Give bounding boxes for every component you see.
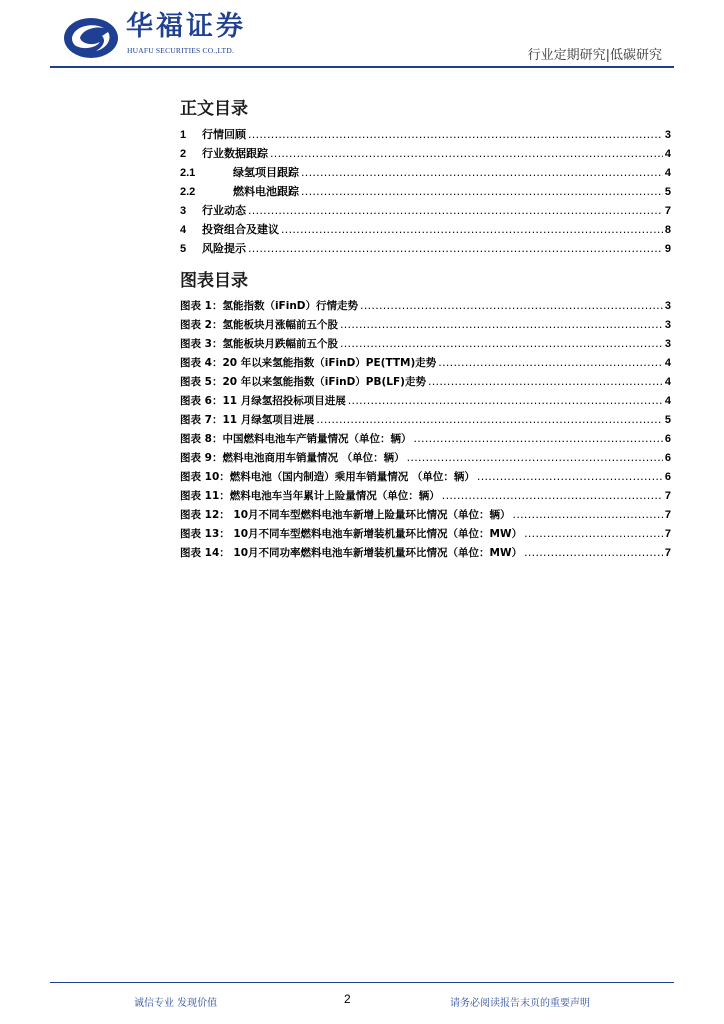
figure-item-page: 6 xyxy=(664,433,671,445)
figure-item-title: 图表 2：氢能板块月涨幅前五个股 xyxy=(180,319,338,331)
figure-item-page: 4 xyxy=(664,395,671,407)
figure-item[interactable] xyxy=(180,372,671,391)
toc-item[interactable] xyxy=(180,220,671,239)
figure-item-title: 图表 5：20 年以来氢能指数（iFinD）PB(LF)走势 xyxy=(180,376,426,388)
figure-item-title: 图表 1：氢能指数（iFinD）行情走势 xyxy=(180,300,359,312)
toc-item-page: 3 xyxy=(664,129,671,141)
toc-item-title: 燃料电池跟踪 xyxy=(233,185,299,198)
huafu-logo-icon xyxy=(62,16,120,60)
dot-leader xyxy=(407,448,663,467)
dot-leader xyxy=(248,239,663,258)
figure-item-page: 7 xyxy=(664,528,671,540)
figure-item[interactable] xyxy=(180,505,671,524)
toc-item-page: 9 xyxy=(664,243,671,255)
figure-item-title: 图表 6：11 月绿氢招投标项目进展 xyxy=(180,395,346,407)
figure-item-title: 图表 13： 10月不同车型燃料电池车新增装机量环比情况（单位：MW） xyxy=(180,528,523,540)
figure-item-page: 7 xyxy=(664,509,671,521)
toc-item-title: 绿氢项目跟踪 xyxy=(233,166,299,179)
company-name-cn: 华福证券 xyxy=(126,11,246,42)
dot-leader xyxy=(513,505,663,524)
figure-item-page: 6 xyxy=(664,452,671,464)
figure-item-title: 图表 11：燃料电池车当年累计上险量情况（单位：辆） xyxy=(180,490,440,502)
dot-leader xyxy=(413,429,662,448)
figure-item-title: 图表 14： 10月不同功率燃料电池车新增装机量环比情况（单位：MW） xyxy=(180,547,523,559)
figure-item-page: 6 xyxy=(664,471,671,483)
toc-item-title: 行业动态 xyxy=(202,204,246,217)
toc-item-number: 2 xyxy=(180,148,187,160)
figure-item-page: 4 xyxy=(664,357,671,369)
figure-item[interactable] xyxy=(180,410,671,429)
footer-divider xyxy=(50,982,674,983)
dot-leader xyxy=(438,353,663,372)
dot-leader xyxy=(270,144,663,163)
figure-item-title: 图表 4：20 年以来氢能指数（iFinD）PE(TTM)走势 xyxy=(180,357,437,369)
footer-disclaimer: 请务必阅读报告末页的重要声明 xyxy=(450,998,590,1009)
dot-leader xyxy=(248,125,663,144)
toc-item[interactable] xyxy=(180,163,671,182)
figure-item-page: 3 xyxy=(664,338,671,350)
figure-item[interactable] xyxy=(180,448,671,467)
toc-item-page: 4 xyxy=(664,167,671,179)
toc-item-number: 2.1 xyxy=(180,167,196,179)
figure-item-page: 3 xyxy=(664,300,671,312)
dot-leader xyxy=(248,201,663,220)
figure-item-page: 7 xyxy=(664,547,671,559)
dot-leader xyxy=(348,391,663,410)
figure-item[interactable] xyxy=(180,486,671,505)
toc-item-number: 1 xyxy=(180,129,187,141)
footer-slogan: 诚信专业 发现价值 xyxy=(134,998,218,1009)
figure-item-page: 7 xyxy=(664,490,671,502)
toc-heading: 正文目录 xyxy=(180,99,248,119)
figure-item[interactable] xyxy=(180,524,671,543)
toc-item[interactable] xyxy=(180,125,671,144)
figure-item[interactable] xyxy=(180,315,671,334)
dot-leader xyxy=(340,315,663,334)
toc-item[interactable] xyxy=(180,144,671,163)
figure-item[interactable] xyxy=(180,543,671,562)
toc-item-number: 3 xyxy=(180,205,187,217)
figure-item[interactable] xyxy=(180,467,671,486)
figure-item[interactable] xyxy=(180,391,671,410)
toc-item[interactable] xyxy=(180,239,671,258)
toc-item[interactable] xyxy=(180,182,671,201)
dot-leader xyxy=(477,467,663,486)
toc-item-number: 4 xyxy=(180,224,187,236)
figure-item-title: 图表 8：中国燃料电池车产销量情况（单位：辆） xyxy=(180,433,412,445)
figure-item[interactable] xyxy=(180,296,671,315)
figure-item[interactable] xyxy=(180,429,671,448)
toc-item-title: 风险提示 xyxy=(202,242,246,255)
toc-item-title: 投资组合及建议 xyxy=(202,223,279,236)
dot-leader xyxy=(316,410,663,429)
toc-item-page: 8 xyxy=(664,224,671,236)
toc-item-number: 5 xyxy=(180,243,187,255)
figure-item-title: 图表 12： 10月不同车型燃料电池车新增上险量环比情况（单位：辆） xyxy=(180,509,511,521)
dot-leader xyxy=(301,163,663,182)
figure-item-title: 图表 3：氢能板块月跌幅前五个股 xyxy=(180,338,338,350)
company-name-en: HUAFU SECURITIES CO.,LTD. xyxy=(127,46,235,55)
dot-leader xyxy=(340,334,663,353)
toc-item-page: 4 xyxy=(664,148,671,160)
dot-leader xyxy=(524,543,663,562)
dot-leader xyxy=(360,296,663,315)
toc-item-page: 5 xyxy=(664,186,671,198)
figure-item-page: 5 xyxy=(664,414,671,426)
figure-item-title: 图表 10：燃料电池（国内制造）乘用车销量情况 （单位：辆） xyxy=(180,471,475,483)
figure-item-page: 4 xyxy=(664,376,671,388)
toc-item-page: 7 xyxy=(664,205,671,217)
dot-leader xyxy=(428,372,663,391)
page-header xyxy=(0,0,724,70)
toc-item[interactable] xyxy=(180,201,671,220)
header-divider xyxy=(50,66,674,68)
toc-item-title: 行情回顾 xyxy=(202,128,246,141)
dot-leader xyxy=(301,182,663,201)
toc-item-number: 2.2 xyxy=(180,186,196,198)
figure-item-title: 图表 7：11 月绿氢项目进展 xyxy=(180,414,315,426)
figure-item[interactable] xyxy=(180,353,671,372)
page-number: 2 xyxy=(344,992,351,1006)
figure-list-heading: 图表目录 xyxy=(180,271,248,291)
figure-item-title: 图表 9：燃料电池商用车销量情况 （单位：辆） xyxy=(180,452,405,464)
toc-item-title: 行业数据跟踪 xyxy=(202,147,268,160)
dot-leader xyxy=(281,220,663,239)
dot-leader xyxy=(524,524,663,543)
report-type: 行业定期研究|低碳研究 xyxy=(527,48,662,63)
figure-item[interactable] xyxy=(180,334,671,353)
dot-leader xyxy=(442,486,663,505)
figure-item-page: 3 xyxy=(664,319,671,331)
